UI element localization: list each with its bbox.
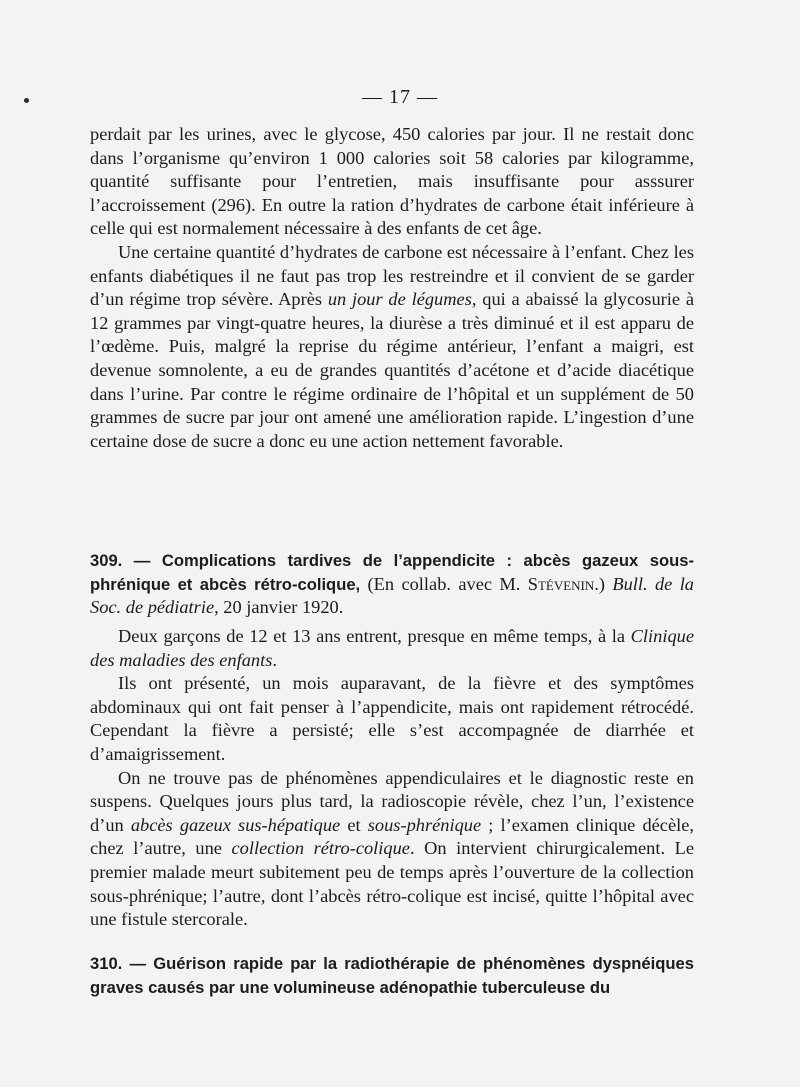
entry-310-title: 310. — Guérison rapide par la radiothérapie de phénomènes dyspnéiques graves causés par une volumineuse adénopathie tuberculeuse du [90,954,694,997]
journal-name: Bull. de la Soc. de pédiatrie [90,573,694,618]
entry-310-heading [90,952,694,999]
entry-310-citation [90,952,694,999]
paragraph-carbohydrates: Une certaine quantité d’hydrates de carbone est nécessaire à l’enfant. Chez les enfants diabétiques il ne faut pas trop les restreindre et il convient de se garder d’un régime trop sévère. Après un jour de légumes, qui a abaissé la glycosurie à 12 grammes par vingt-quatre heures, la diurèse a très diminué et il est apparu de l’œdème. Puis, malgré la reprise du régime antérieur, l’enfant a maigri, est devenue somnolente, a eu de grandes quantités d’acétone et d’acide diacétique dans l’urine. Par contre le régime ordinaire de l’hôpital et un supplément de 50 grammes de sucre par jour ont amené une amélioration rapide. L’ingestion d’une certaine dose de sucre a donc eu une action nettement favorable. [90,241,694,451]
paragraph-two-boys: Deux garçons de 12 et 13 ans entrent, presque en même temps, à la Clinique des maladies des enfants. [90,626,694,670]
coauthor-name: Stévenin [527,573,595,594]
italic-clinic: Clinique des maladies des enfants [90,626,694,670]
paragraph-symptoms: Ils ont présenté, un mois auparavant, de la fièvre et des symptômes abdominaux qui ont fait penser à l’appendicite, mais ont rapidement rétrocédé. Cependant la fièvre a persisté; elle s’est accompagnée de diarrhée et d’amaigrissement. [90,673,694,764]
paragraph-diagnosis: On ne trouve pas de phénomènes appendiculaires et le diagnostic reste en suspens. Quelques jours plus tard, la radioscopie révèle, chez l’un, l’existence d’un abcès gazeux sus-hépatique et sous-phrénique ; l’examen clinique décèle, chez l’autre, une collection rétro-colique. On intervient chirurgicalement. Le premier malade meurt subitement peu de temps après l’ouverture de la collection sous-phrénique; l’autre, dont l’abcès rétro-colique est incisé, quitte l’hôpital avec une fistule stercorale. [90,767,694,930]
entry-309-heading: 309. — Complications tardives de l’appendicite : abcès gazeux sous-phrénique et abcès rétro-colique, (En collab. avec M. Stévenin.) Bull. de la Soc. de pédiatrie, 20 janvier 1920. [90,551,694,618]
entry-309-title: 309. — Complications tardives de l’appendicite : abcès gazeux sous-phrénique et abcès rétro-colique, [90,551,694,594]
entry-309-citation [90,549,694,620]
entry-309-body [90,625,694,932]
publication-date: , 20 janvier 1920. [214,597,344,618]
continued-paragraphs [90,123,694,453]
page-number: — 17 — [362,86,438,108]
paragraph-energy-balance: perdait par les urines, avec le glycose, 450 calories par jour. Il ne restait donc dans l’organisme qu’environ 1 000 calories soit 58 calories par kilogramme, quantité suffisante pour l’entretien, mais insuffisante pour asssurer l’accroissement (296). En outre la ration d’hydrates de carbone était inférieure à celle qui est normalement nécessaire à des enfants de cet âge. [90,124,694,239]
italic-phrase: un jour de légumes [327,289,472,310]
